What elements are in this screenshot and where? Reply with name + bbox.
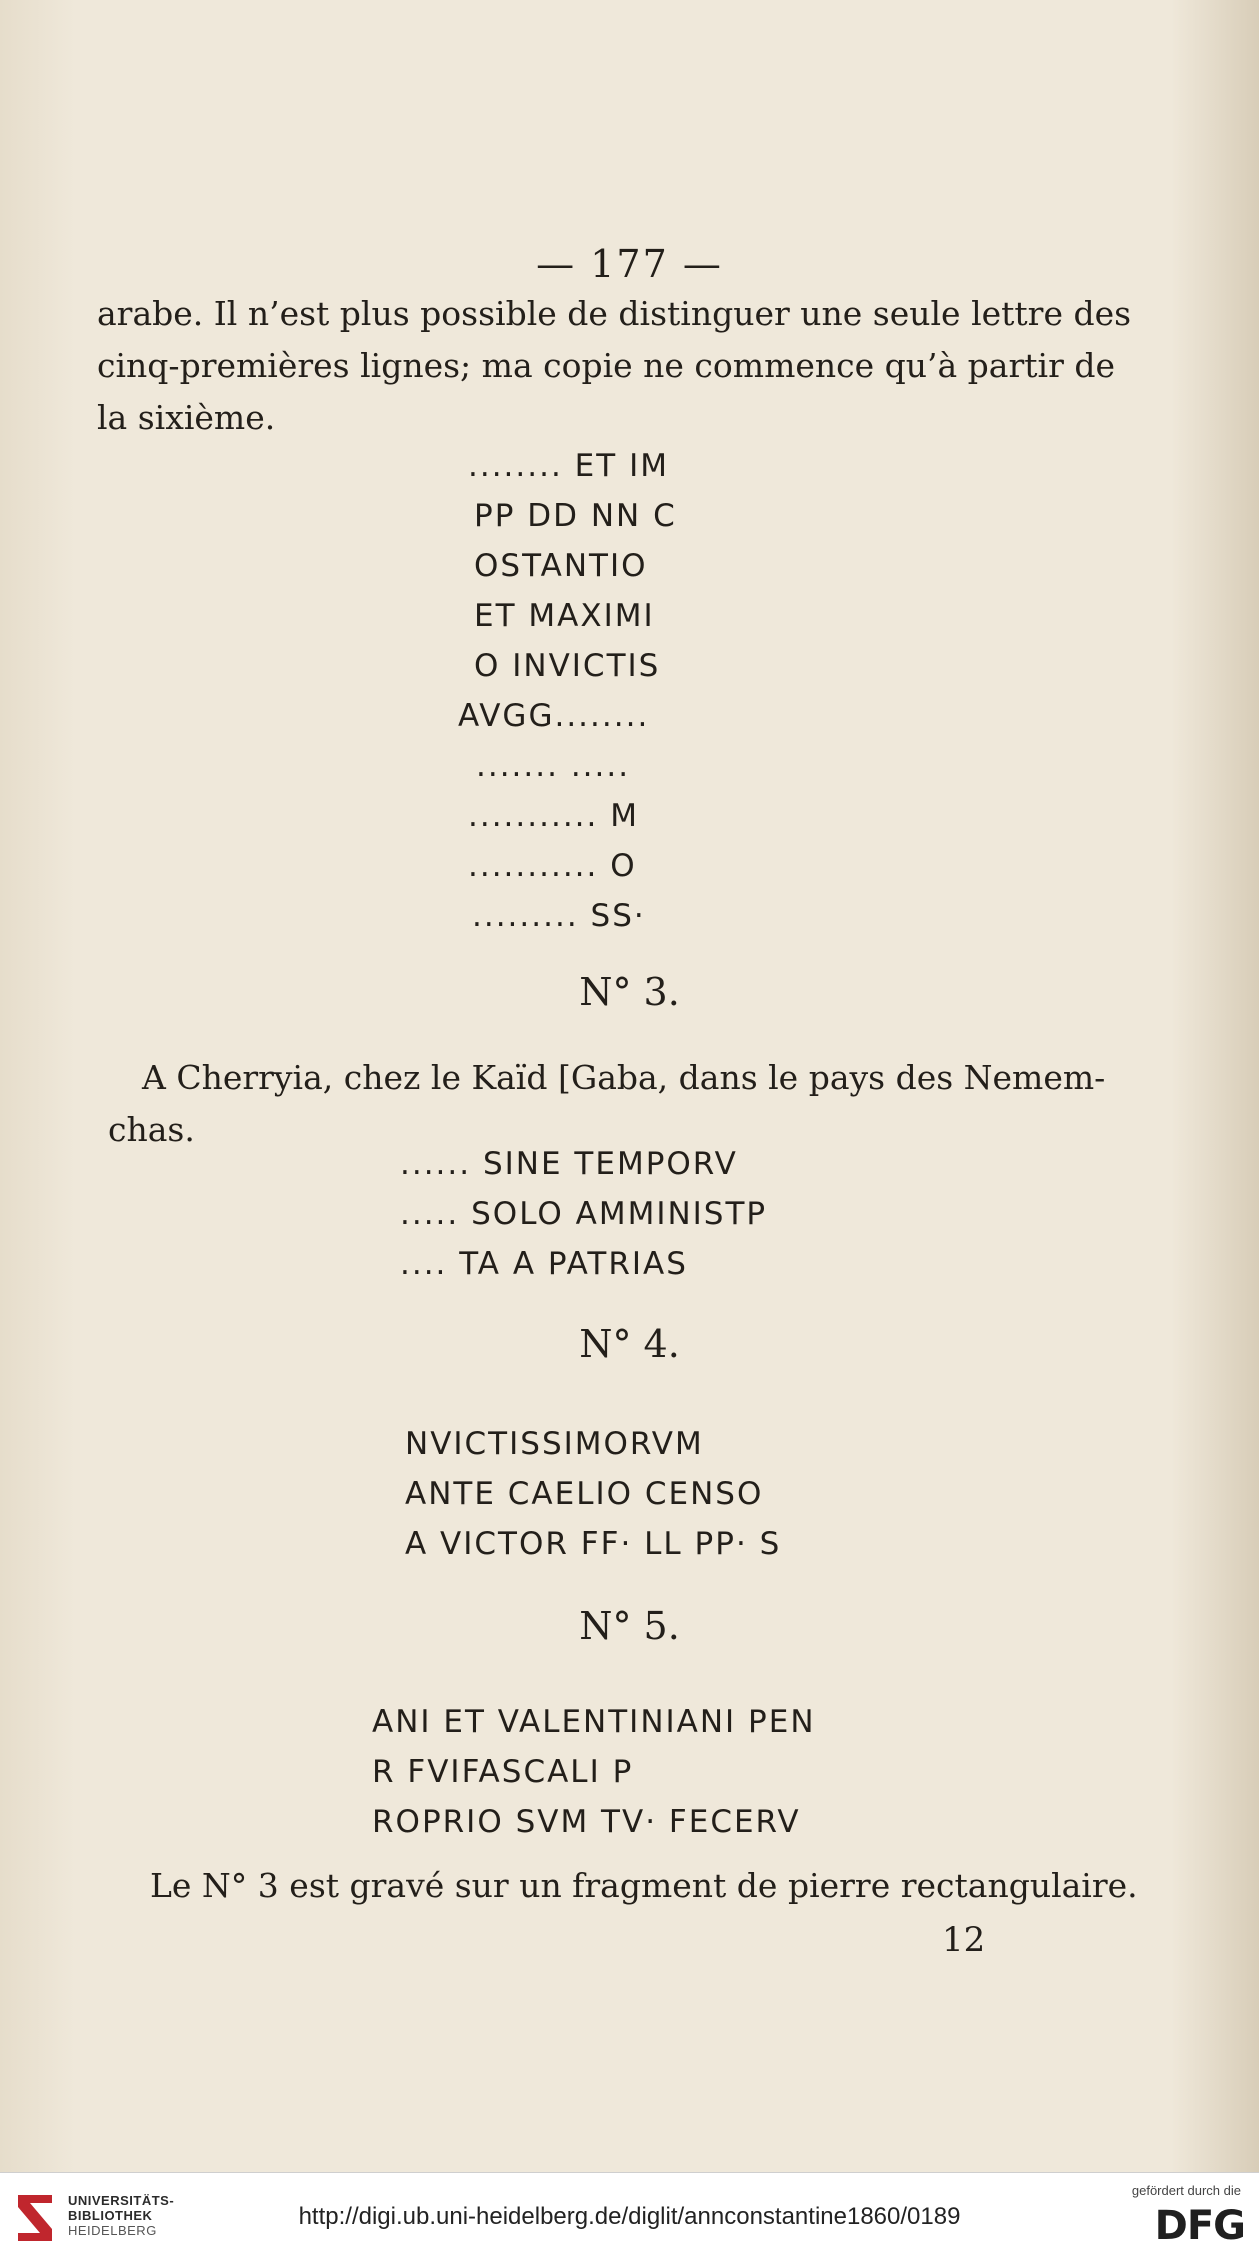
closing-paragraph xyxy=(150,1860,1138,1912)
signature-mark: 12 xyxy=(942,1920,986,1960)
inscription-2 xyxy=(458,446,677,946)
inscription-line: ..... SOLO AMMINISTP xyxy=(400,1196,768,1232)
section-heading-no4: N° 4. xyxy=(579,1322,680,1366)
funder-caption: gefördert durch die xyxy=(1131,2183,1241,2198)
page-header: — 177 — xyxy=(536,242,723,286)
library-name-line: BIBLIOTHEK xyxy=(68,2208,153,2223)
intro-paragraph xyxy=(97,288,1132,444)
inscription-line: PP DD NN C xyxy=(474,498,677,534)
inscription-line: ANTE CAELIO CENSO xyxy=(405,1476,764,1512)
footer-bar xyxy=(0,2172,1259,2261)
closing-line: Le N° 3 est gravé sur un fragment de pierre rectangulaire. xyxy=(150,1866,1138,1905)
inscription-line: ........ ET IM xyxy=(468,448,669,484)
library-name-line: HEIDELBERG xyxy=(68,2223,157,2238)
inscription-4 xyxy=(405,1424,781,1574)
inscription-line: ......... SS· xyxy=(472,898,646,934)
intro-line: arabe. Il n’est plus possible de distinguer une seule lettre des xyxy=(97,294,1132,333)
inscription-line: A VICTOR FF· LL PP· S xyxy=(405,1526,782,1562)
inscription-line: ET MAXIMI xyxy=(474,598,655,634)
inscription-line: ANI ET VALENTINIANI PEN xyxy=(372,1704,816,1740)
inscription-5 xyxy=(372,1702,816,1852)
no3-location-paragraph xyxy=(108,1052,1106,1156)
intro-line: cinq-premières lignes; ma copie ne commence qu’à partir de xyxy=(97,346,1115,385)
inscription-line: ROPRIO SVM TV· FECERV xyxy=(372,1804,801,1840)
library-name-line: UNIVERSITÄTS- xyxy=(68,2193,175,2208)
inscription-line: ....... ..... xyxy=(476,748,631,784)
intro-line: la sixième. xyxy=(97,398,276,437)
dfg-logo: DFG xyxy=(1154,2203,1245,2249)
location-line: chas. xyxy=(108,1110,195,1149)
inscription-line: NVICTISSIMORVM xyxy=(405,1426,704,1462)
location-line: A Cherryia, chez le Kaïd [Gaba, dans le pays des Nemem- xyxy=(142,1058,1106,1097)
inscription-line: ........... M xyxy=(468,798,639,834)
inscription-line: ...... SINE TEMPORV xyxy=(400,1146,738,1182)
inscription-line: O INVICTIS xyxy=(474,648,661,684)
inscription-line: R FVIFASCALI P xyxy=(372,1754,634,1790)
section-heading-no3: N° 3. xyxy=(579,970,680,1014)
inscription-3 xyxy=(400,1144,767,1294)
inscription-line: .... TA A PATRIAS xyxy=(400,1246,688,1282)
inscription-line: ........... O xyxy=(468,848,637,884)
inscription-line: AVGG........ xyxy=(458,698,650,734)
permalink-url[interactable]: http://digi.ub.uni-heidelberg.de/diglit/annconstantine1860/0189 xyxy=(298,2203,961,2230)
inscription-line: OSTANTIO xyxy=(474,548,648,584)
section-heading-no5: N° 5. xyxy=(579,1604,680,1648)
